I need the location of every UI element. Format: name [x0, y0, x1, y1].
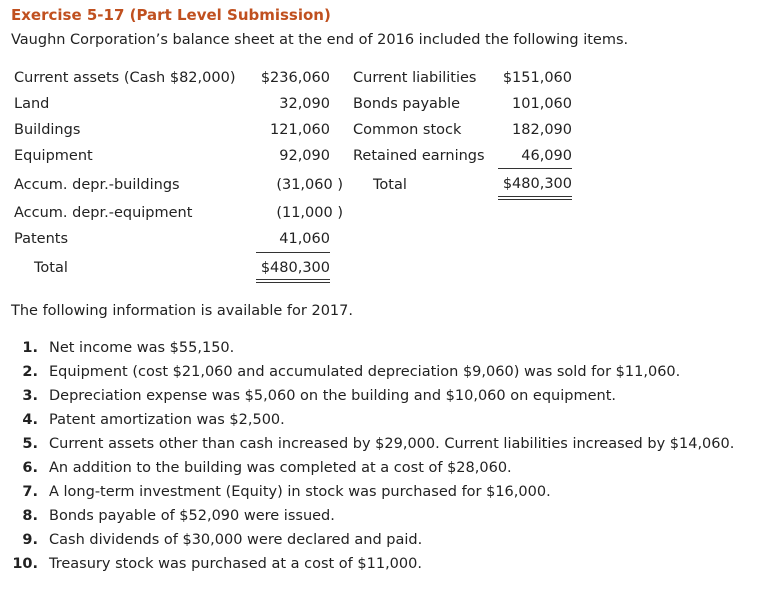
item-text: Bonds payable of $52,090 were issued. [49, 508, 335, 524]
item-text: A long-term investment (Equity) in stock was purchased for $16,000. [49, 484, 551, 500]
liabilities-total-label: Total [373, 177, 407, 193]
total-double-rule [498, 196, 572, 197]
asset-value: 92,090 [279, 148, 330, 164]
asset-label: Accum. depr.-buildings [14, 177, 180, 193]
asset-label: Land [14, 96, 50, 112]
assets-total-label: Total [34, 260, 68, 276]
total-double-rule [256, 279, 330, 280]
assets-total-value: $480,300 [260, 260, 330, 276]
asset-value: (31,060 ) [276, 177, 343, 193]
item-text: Current assets other than cash increased by $29,000. Current liabilities increased by $14,060. [49, 436, 735, 452]
asset-label: Accum. depr.-equipment [14, 205, 193, 221]
exercise-title: Exercise 5-17 (Part Level Submission) [11, 6, 331, 24]
item-number: 8. [22, 508, 38, 524]
item-text: Depreciation expense was $5,060 on the building and $10,060 on equipment. [49, 388, 616, 404]
item-text: An addition to the building was completed at a cost of $28,060. [49, 460, 512, 476]
intro-text: Vaughn Corporation’s balance sheet at the end of 2016 included the following items. [11, 32, 629, 48]
liability-value: $151,060 [502, 70, 572, 86]
asset-value: (11,000 ) [276, 205, 343, 221]
liability-label: Bonds payable [353, 96, 461, 112]
item-number: 6. [22, 460, 38, 476]
item-text: Cash dividends of $30,000 were declared and paid. [49, 532, 423, 548]
equity-label: Common stock [353, 122, 462, 138]
total-double-rule [256, 282, 330, 283]
item-text: Patent amortization was $2,500. [49, 412, 285, 428]
item-number: 10. [12, 556, 38, 572]
asset-label: Equipment [14, 148, 93, 164]
asset-label: Patents [14, 231, 69, 247]
item-number: 2. [22, 364, 38, 380]
equity-label: Retained earnings [353, 148, 485, 164]
liability-label: Current liabilities [353, 70, 477, 86]
asset-value: 41,060 [279, 231, 330, 247]
equity-value: 46,090 [521, 148, 572, 164]
asset-label: Buildings [14, 122, 81, 138]
item-number: 7. [22, 484, 38, 500]
item-number: 5. [22, 436, 38, 452]
subtotal-rule [256, 252, 330, 253]
item-text: Equipment (cost $21,060 and accumulated depreciation $9,060) was sold for $11,060. [49, 364, 681, 380]
item-text: Treasury stock was purchased at a cost of $11,000. [49, 556, 422, 572]
item-number: 4. [22, 412, 38, 428]
liability-value: 101,060 [512, 96, 572, 112]
item-number: 9. [22, 532, 38, 548]
asset-value: 32,090 [279, 96, 330, 112]
item-number: 1. [22, 340, 38, 356]
asset-value: $236,060 [260, 70, 330, 86]
liabilities-total-value: $480,300 [502, 176, 572, 192]
equity-value: 182,090 [512, 122, 572, 138]
item-text: Net income was $55,150. [49, 340, 235, 356]
item-number: 3. [22, 388, 38, 404]
asset-value: 121,060 [270, 122, 330, 138]
info-heading: The following information is available for 2017. [11, 303, 353, 319]
asset-label: Current assets (Cash $82,000) [14, 70, 236, 86]
subtotal-rule [498, 168, 572, 169]
total-double-rule [498, 199, 572, 200]
